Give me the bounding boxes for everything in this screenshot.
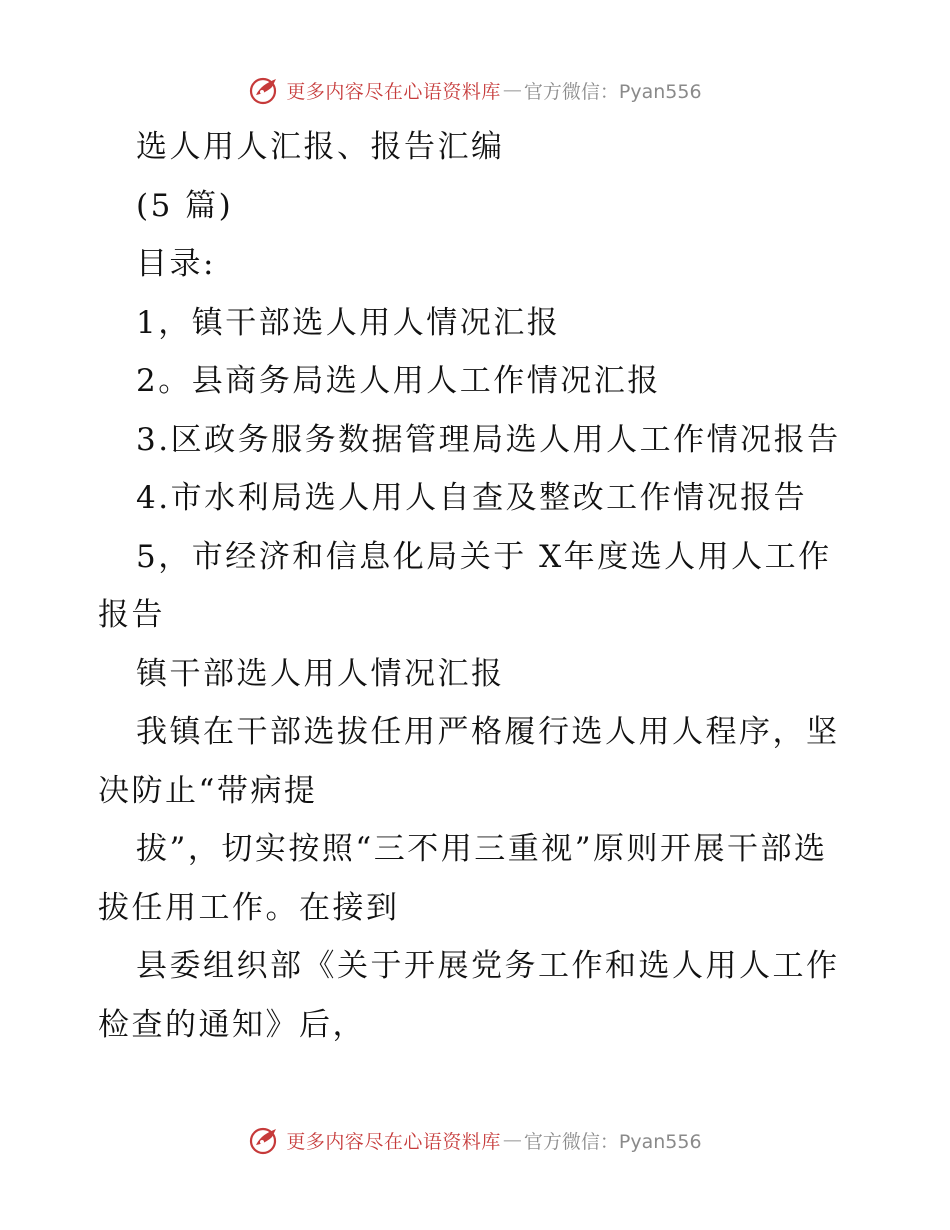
toc-item: 2。县商务局选人用人工作情况汇报 <box>136 363 661 399</box>
banner-separator: — <box>502 79 522 101</box>
pen-nib-logo-icon <box>248 1123 282 1157</box>
toc-item: 4.市水利局选人用人自查及整改工作情况报告 <box>136 480 808 516</box>
toc-heading: 目录: <box>136 246 216 282</box>
toc-item: 5，市经济和信息化局关于 X年度选人用人工作报告 <box>98 538 832 633</box>
toc-item: 3.区政务服务数据管理局选人用人工作情况报告 <box>136 421 841 458</box>
body-paragraph: 拔”，切实按照“三不用三重视”原则开展干部选拔任用工作。在接到 <box>98 831 828 926</box>
footer-watermark-banner <box>0 1120 950 1160</box>
banner-text: 更多内容尽在心语资料库 <box>286 1130 501 1153</box>
document-title: 选人用人汇报、报告汇编 <box>136 129 505 165</box>
section-title: 镇干部选人用人情况汇报 <box>136 655 505 692</box>
pen-nib-logo-icon <box>248 73 282 107</box>
banner-wechat: 官方微信：Pyan556 <box>523 80 702 103</box>
document-body <box>98 118 858 1054</box>
toc-item: 1，镇干部选人用人情况汇报 <box>136 304 561 341</box>
header-watermark-banner <box>0 70 950 110</box>
body-paragraph: 我镇在干部选拔任用严格履行选人用人程序，坚决防止“带病提 <box>98 714 840 809</box>
banner-separator: — <box>502 1129 522 1151</box>
body-paragraph: 县委组织部《关于开展党务工作和选人用人工作检查的通知》后， <box>98 948 840 1043</box>
banner-wechat: 官方微信：Pyan556 <box>523 1130 702 1153</box>
banner-text: 更多内容尽在心语资料库 <box>286 80 501 103</box>
document-count: (5 篇) <box>136 187 234 224</box>
